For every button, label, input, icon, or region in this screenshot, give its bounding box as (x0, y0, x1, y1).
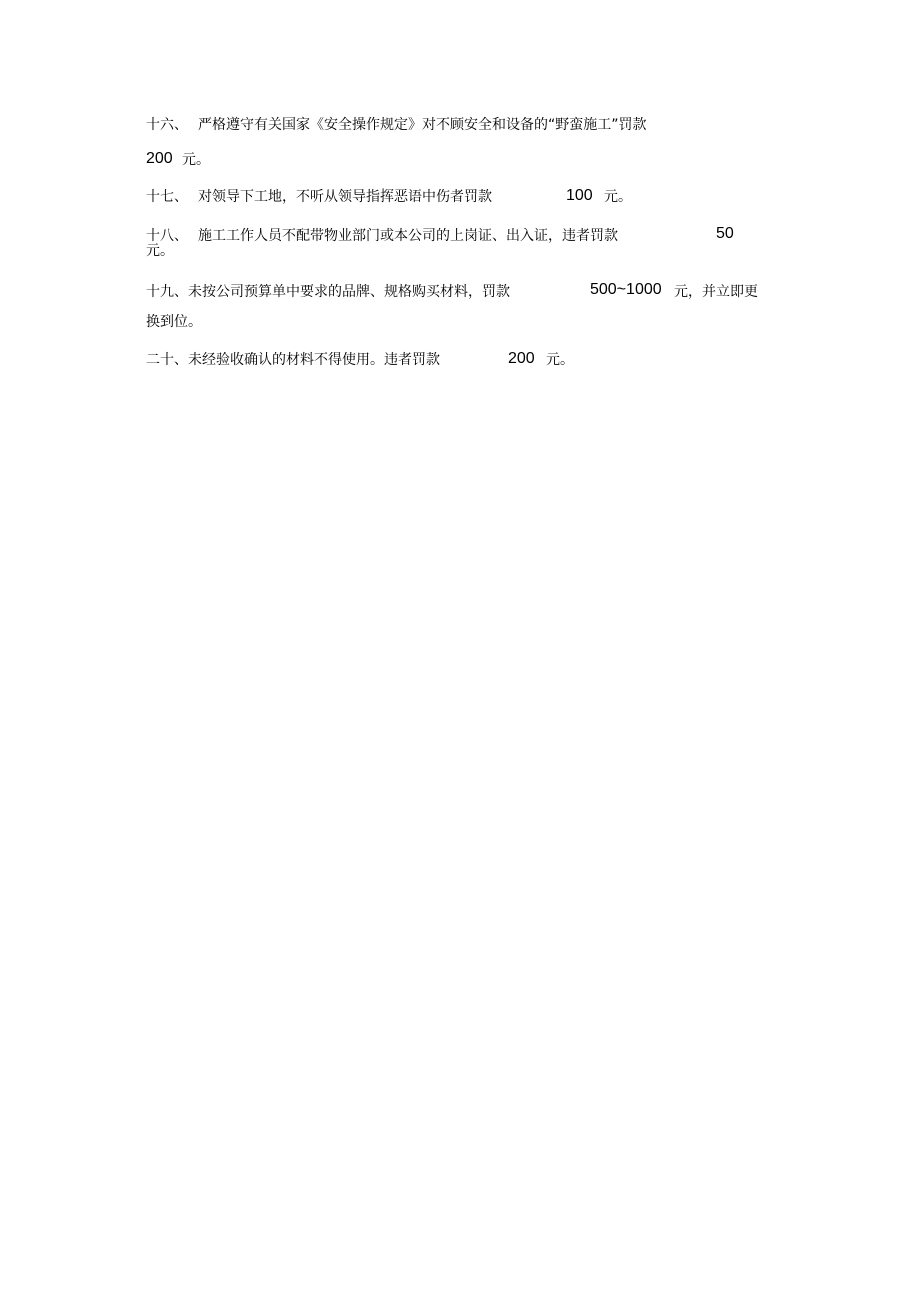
item-19-text: 未按公司预算单中要求的品牌、规格购买材料，罚款 (188, 284, 510, 300)
item-16-text: 严格遵守有关国家《安全操作规定》对不顾安全和设备的“野蛮施工”罚款 (198, 117, 647, 133)
item-17-text: 对领导下工地，不听从领导指挥恶语中伤者罚款 (198, 189, 492, 205)
item-18-text: 施工工作人员不配带物业部门或本公司的上岗证、出入证，违者罚款 (198, 228, 618, 244)
item-18-unit: 元。 (146, 243, 174, 259)
item-19-marker: 十九、 (146, 284, 188, 300)
item-20-text: 未经验收确认的材料不得使用。违者罚款 (188, 352, 440, 368)
item-19-unit: 元，并立即更 (674, 284, 758, 300)
item-19-amount: 500~1000 (590, 281, 662, 298)
item-20-unit: 元。 (546, 352, 574, 368)
item-20-marker: 二十、 (146, 352, 188, 368)
item-17-marker: 十七、 (146, 189, 188, 205)
item-17-amount: 100 (566, 187, 593, 204)
item-16-marker: 十六、 (146, 117, 188, 133)
item-17-unit: 元。 (604, 189, 632, 205)
item-16-amount: 200 (146, 150, 173, 167)
item-19-continuation: 换到位。 (146, 314, 202, 330)
item-18-marker: 十八、 (146, 228, 188, 244)
item-18-amount: 50 (716, 225, 734, 242)
item-20-amount: 200 (508, 350, 535, 367)
item-16-unit: 元。 (182, 152, 210, 168)
